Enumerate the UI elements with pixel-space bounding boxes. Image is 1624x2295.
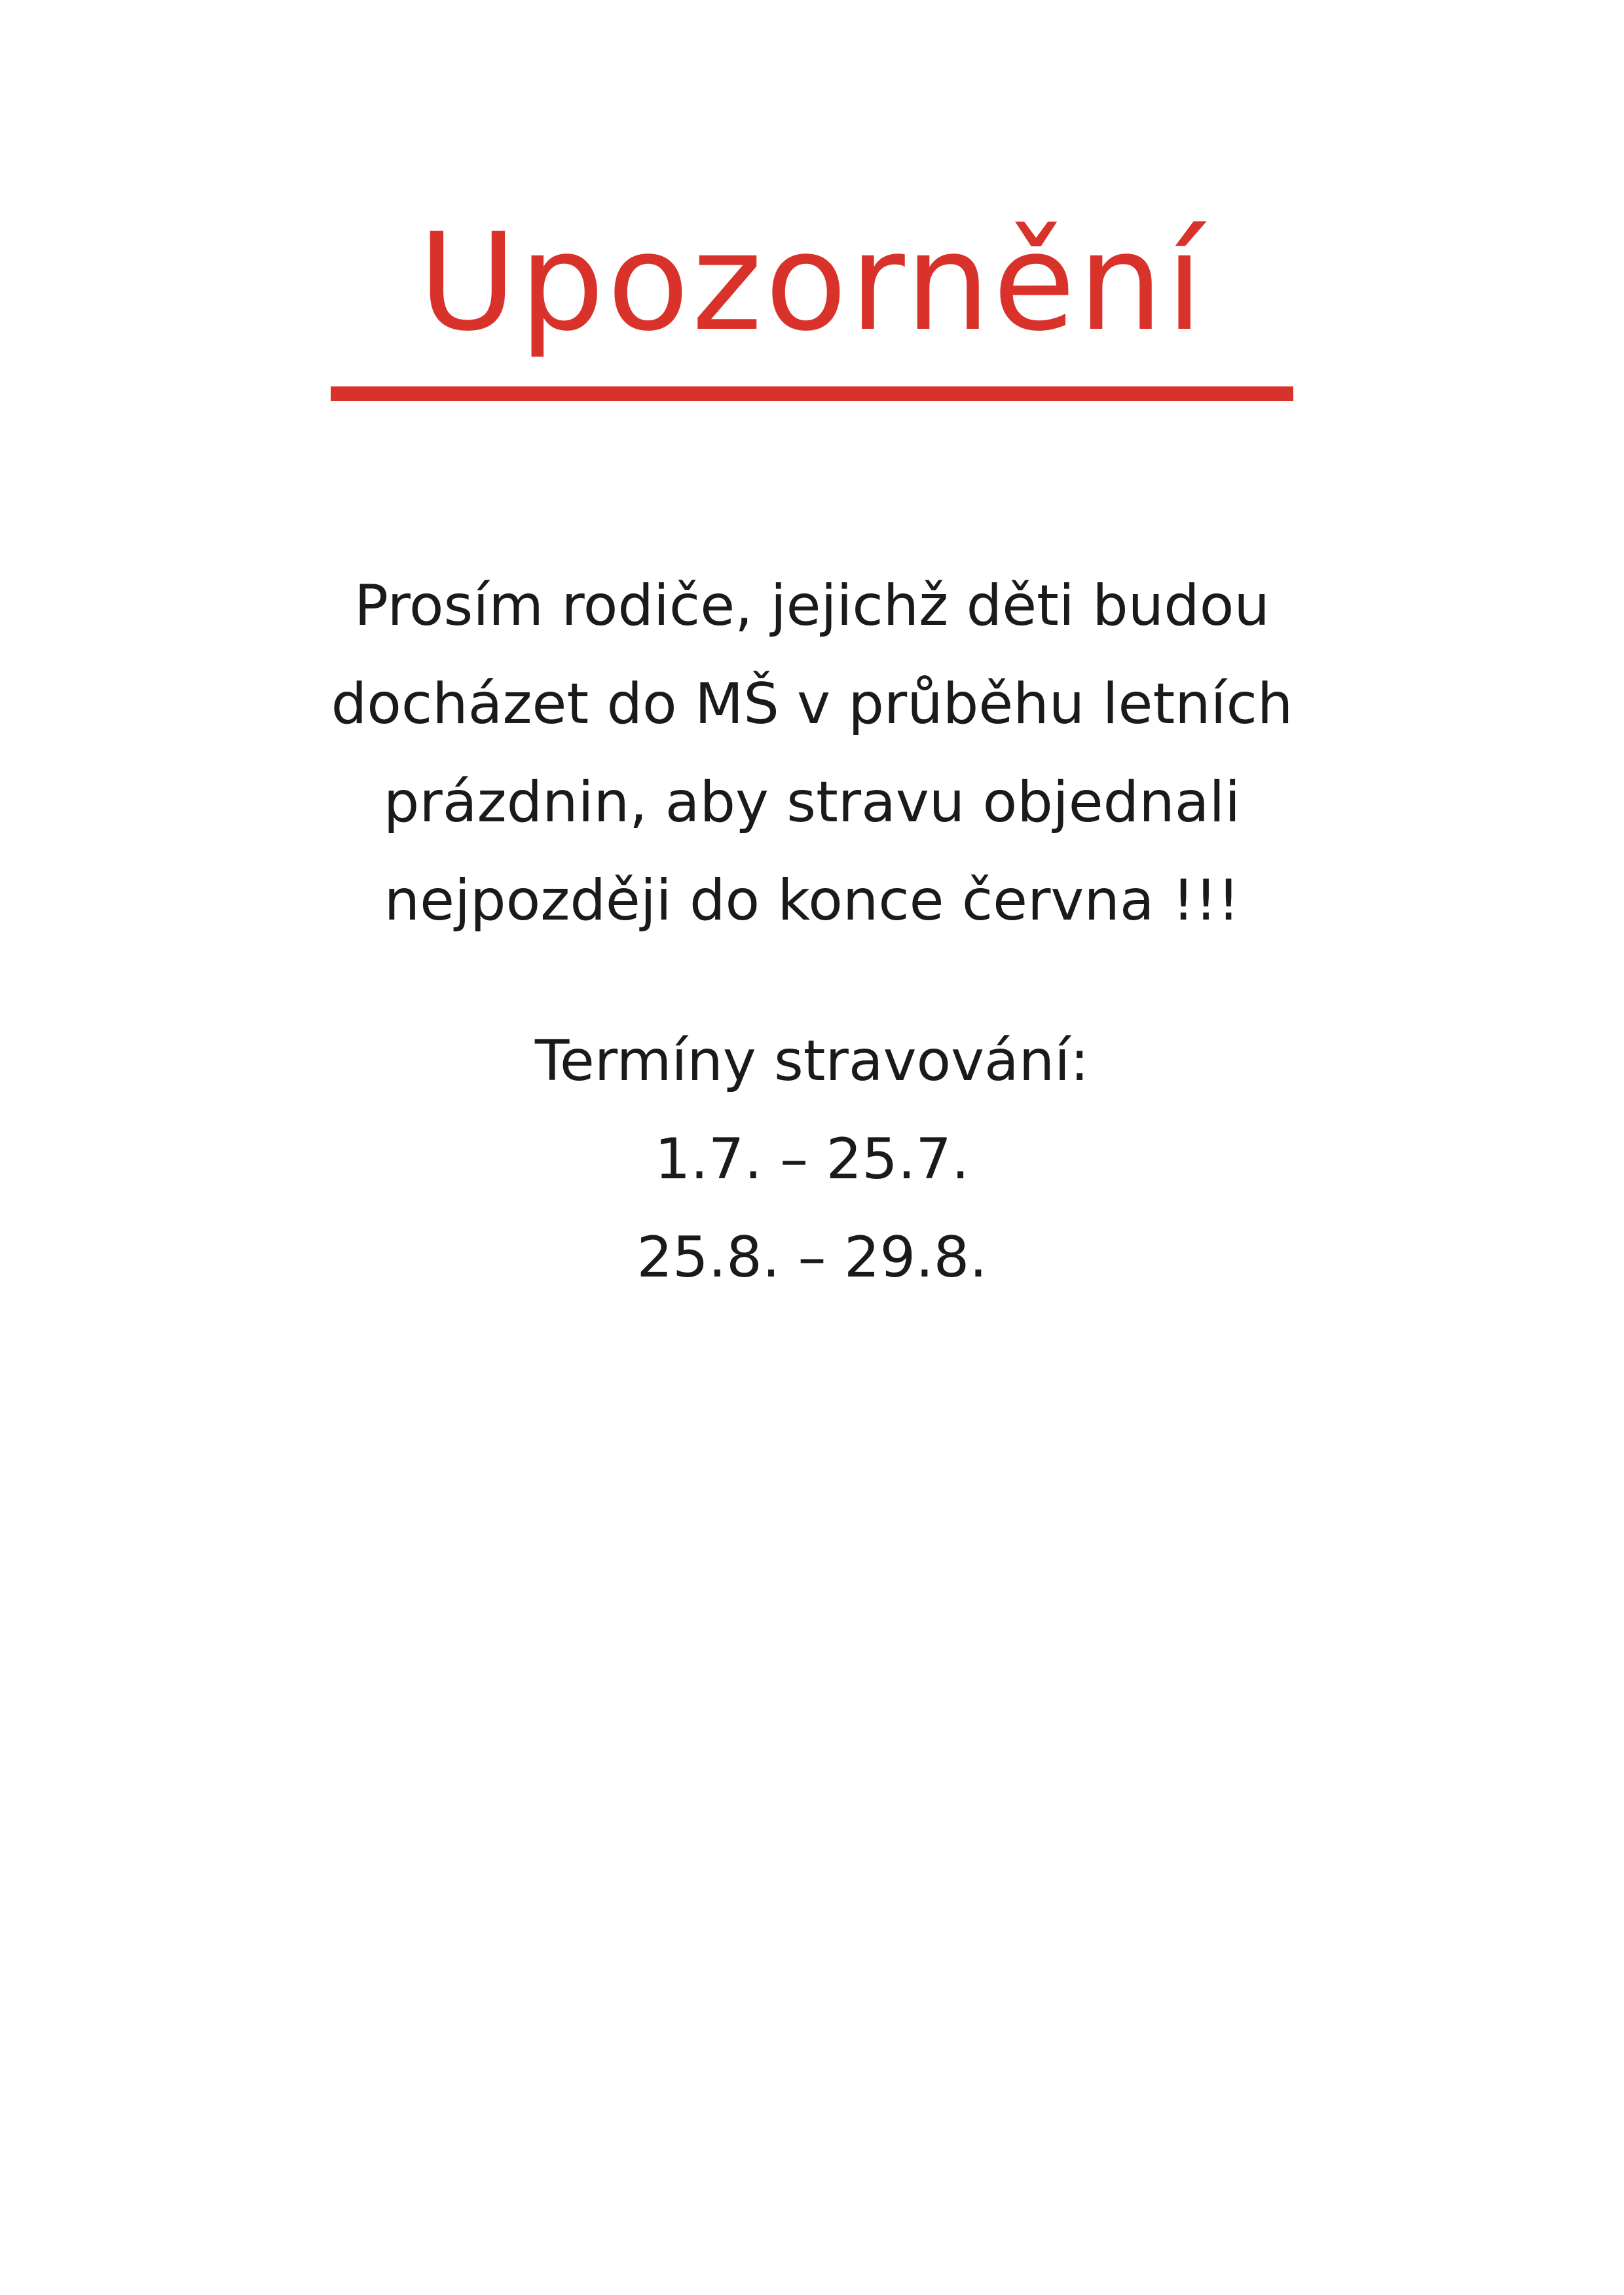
meal-terms — [196, 1012, 1428, 1307]
paragraph-line-4: nejpozději do konce června !!! — [384, 868, 1240, 933]
paragraph-line-2: docházet do MŠ v průběhu letních — [331, 671, 1293, 737]
page-title: Upozornění — [418, 205, 1206, 361]
term-date-range-1: 1.7. – 25.7. — [654, 1127, 970, 1192]
title-container — [327, 205, 1297, 361]
paragraph-line-3: prázdnin, aby stravu objednali — [383, 770, 1241, 835]
terms-heading: Termíny stravování: — [534, 1028, 1090, 1094]
term-date-range-2: 25.8. – 29.8. — [637, 1225, 987, 1290]
title-underline — [331, 386, 1293, 401]
notice-paragraph — [196, 557, 1428, 950]
paragraph-line-1: Prosím rodiče, jejichž děti budou — [354, 573, 1270, 639]
